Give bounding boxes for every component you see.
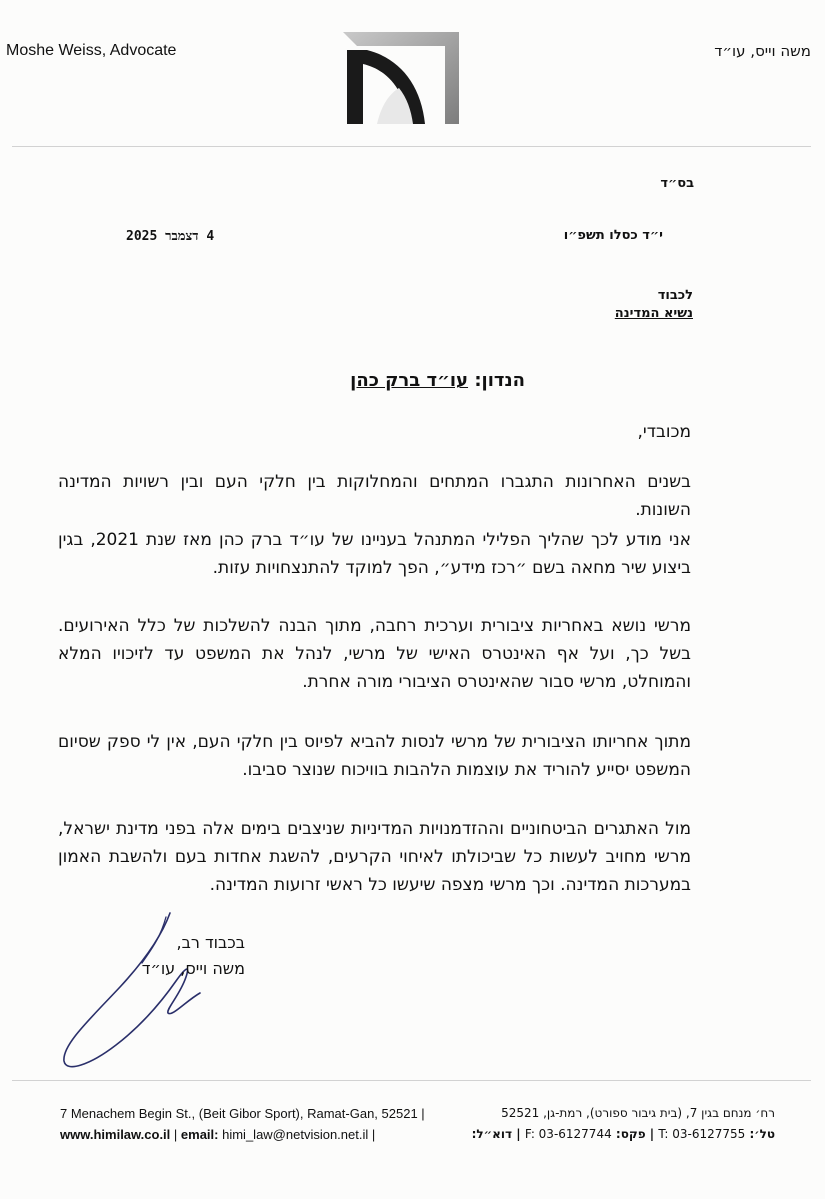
subject-text: עו״ד ברק כהן xyxy=(350,370,469,391)
paragraph-2: אני מודע לכך שהליך הפלילי המתנהל בעניינו של עו״ד ברק כהן מאז שנת 2021, בגין ביצוע שיר מחאה בשם ״רכז מידע״, הפך למוקד להתנצחויות עזות. xyxy=(58,530,691,578)
bsd-mark: בס״ד xyxy=(660,176,694,191)
footer-email-label-he: דוא״ל: xyxy=(471,1127,513,1141)
footer-fax-label-he: פקס: xyxy=(615,1127,646,1141)
footer-email-label: email: xyxy=(180,1127,219,1142)
greeting: מכובדי, xyxy=(637,422,691,442)
recipient-block xyxy=(615,287,693,323)
footer-contact-en: www.himilaw.co.il | email: himi_law@netvision.net.il | xyxy=(60,1127,376,1142)
hebrew-date: י״ד כסלו תשפ״ו xyxy=(563,228,663,243)
footer-tel-label-he: טל׳: xyxy=(749,1127,775,1141)
footer-divider xyxy=(12,1080,811,1081)
footer-fax: F: 03-6127744 xyxy=(524,1127,612,1141)
firm-logo-icon xyxy=(337,28,465,128)
paragraph-3: מרשי נושא באחריות ציבורית וערכית רחבה, מתוך הבנה להשלכות של כלל האירועים. בשל כך, ועל אף האינטרס האישי של מרשי, לנהל את המשפט עד לזיכויו המלא והמוחלט, מרשי סבור שהאינטרס הציבורי מורה אחרת. xyxy=(58,616,691,692)
letterhead-name-he: משה וייס, עו״ד xyxy=(714,42,811,60)
footer-address-he: רח׳ מנחם בגין 7, (בית גיבור ספורט), רמת-גן, 52521 xyxy=(501,1106,775,1120)
footer-contact-he: טל׳: T: 03-6127755 | פקס: F: 03-6127744 | דוא״ל: xyxy=(471,1127,775,1141)
recipient-line-2: נשיא המדינה xyxy=(614,306,693,321)
footer-email-link[interactable]: himi_law@netvision.net.il xyxy=(222,1127,369,1142)
paragraph-5: מול האתגרים הביטחוניים וההזדמנויות המדיניות שניצבים בימים אלה בפני מדינת ישראל, מרשי מחויב לעשות כל שביכולתו לאיחוי הקרעים, להשגת אחדות בעם ולהשבת האמון במערכות המדינה. וכך מרשי מצפה שיעשו כל ראשי זרועות המדינה. xyxy=(58,819,691,895)
paragraph-1: בשנים האחרונות התגברו המתחים והמחלוקות בין חלקי העם ובין רשויות המדינה השונות. xyxy=(58,472,691,520)
closing-block xyxy=(142,930,245,982)
recipient-line-1: לכבוד xyxy=(657,288,693,303)
letterhead-name-en: Moshe Weiss, Advocate xyxy=(6,42,177,59)
footer-website-link[interactable]: www.himilaw.co.il xyxy=(60,1127,171,1142)
footer-tel: T: 03-6127755 xyxy=(658,1127,746,1141)
paragraph-4: מתוך אחריותו הציבורית של מרשי לנסות להביא לפיוס בין חלקי העם, אין לי ספק שסיום המשפט יסייע להוריד את עוצמות הלהבות בוויכוח שנוצר סביבו. xyxy=(58,732,691,780)
subject-line xyxy=(350,370,525,391)
footer-address-en: 7 Menachem Begin St., (Beit Gibor Sport), Ramat-Gan, 52521 | xyxy=(60,1106,425,1121)
subject-label: הנדון: xyxy=(474,370,525,391)
gregorian-date: 4 דצמבר 2025 xyxy=(126,229,215,244)
header-divider xyxy=(12,146,811,147)
closing-line-2: משה וייס, עו״ד xyxy=(141,959,245,978)
closing-line-1: בכבוד רב, xyxy=(176,933,245,952)
